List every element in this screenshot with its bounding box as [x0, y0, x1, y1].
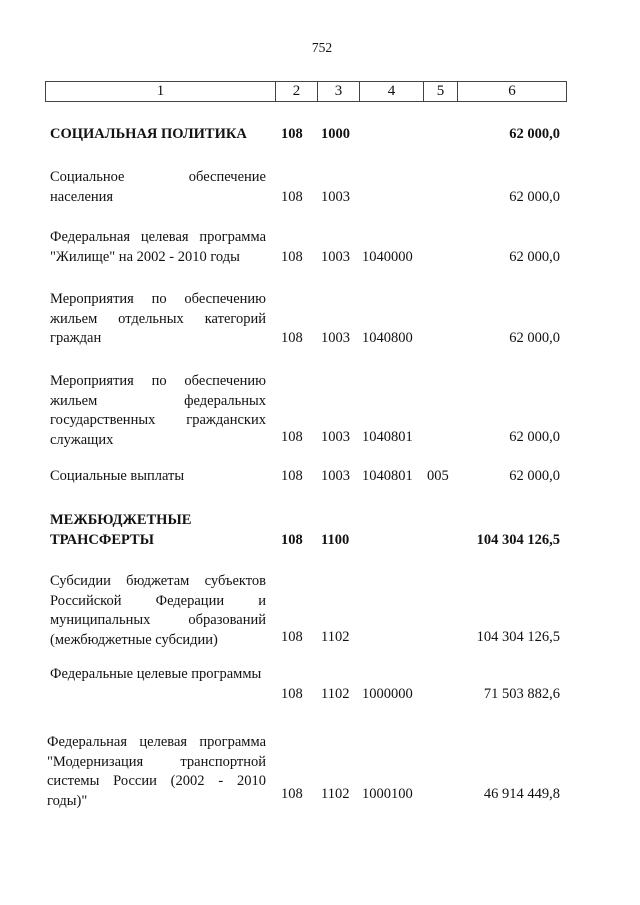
row-amount: 71 503 882,6 [483, 685, 560, 702]
row-ministry-code: 108 [281, 429, 303, 445]
column-header-2: 2 [276, 82, 318, 102]
row-description: Мероприятия по обеспечению жильем федеральных государственных гражданских служащих [50, 373, 266, 448]
row-amount: 62 000,0 [509, 126, 560, 142]
row-target-code: 1040000 [362, 248, 413, 265]
row-section-code: 1100 [321, 531, 350, 548]
row-section-code: 1003 [321, 429, 350, 445]
row-target-code: 1040800 [362, 330, 413, 346]
column-header-5: 5 [424, 82, 458, 102]
row-description: Федеральная целевая программа "Жилище" на 2002 - 2010 годы [50, 229, 266, 265]
row-amount: 62 000,0 [509, 330, 560, 346]
row-target-code: 1040801 [362, 429, 413, 445]
column-header-1: 1 [46, 82, 276, 102]
row-amount: 62 000,0 [509, 468, 560, 484]
row-section-code: 1003 [321, 330, 350, 346]
row-amount: 62 000,0 [509, 248, 560, 265]
row-section-code: 1102 [321, 629, 350, 645]
row-amount: 104 304 126,5 [476, 629, 560, 645]
page-number: 752 [311, 40, 333, 55]
row-ministry-code: 108 [281, 468, 303, 484]
column-header-row [46, 82, 567, 102]
row-description: Социальные выплаты [50, 468, 185, 484]
column-header-6: 6 [458, 82, 567, 102]
row-section-code: 1102 [321, 786, 350, 802]
row-section-code: 1000 [321, 126, 350, 142]
row-ministry-code: 108 [281, 531, 303, 548]
row-ministry-code: 108 [281, 786, 303, 802]
row-ministry-code: 108 [281, 188, 303, 205]
row-section-code: 1003 [321, 188, 350, 205]
row-section-code: 1102 [321, 685, 350, 702]
row-ministry-code: 108 [281, 126, 303, 142]
row-description: Мероприятия по обеспечению жильем отдельных категорий граждан [50, 291, 266, 346]
row-ministry-code: 108 [281, 685, 303, 702]
row-ministry-code: 108 [281, 248, 303, 265]
column-header-4: 4 [360, 82, 424, 102]
row-description: МЕЖБЮДЖЕТНЫЕ ТРАНСФЕРТЫ [50, 512, 192, 548]
row-amount: 46 914 449,8 [483, 786, 560, 802]
row-expense-type-code: 005 [427, 468, 449, 484]
row-description: СОЦИАЛЬНАЯ ПОЛИТИКА [50, 126, 247, 142]
row-amount: 62 000,0 [509, 188, 560, 205]
row-ministry-code: 108 [281, 629, 303, 645]
row-ministry-code: 108 [281, 330, 303, 346]
row-description: Субсидии бюджетам субъектов Российской Федерации и муниципальных образований (межбюджетные субсидии) [50, 573, 266, 648]
row-amount: 62 000,0 [509, 429, 560, 445]
row-amount: 104 304 126,5 [476, 531, 560, 548]
column-header-3: 3 [318, 82, 360, 102]
row-description: Социальное обеспечение населения [50, 169, 266, 205]
row-target-code: 1000100 [362, 786, 413, 802]
row-target-code: 1000000 [362, 685, 413, 702]
column-header-table [45, 81, 567, 102]
row-section-code: 1003 [321, 248, 350, 265]
row-section-code: 1003 [321, 468, 350, 484]
row-description: Федеральные целевые программы [50, 666, 262, 682]
row-description: Федеральная целевая программа "Модернизация транспортной системы России (2002 - 2010 годы)" [47, 734, 266, 809]
row-target-code: 1040801 [362, 468, 413, 484]
